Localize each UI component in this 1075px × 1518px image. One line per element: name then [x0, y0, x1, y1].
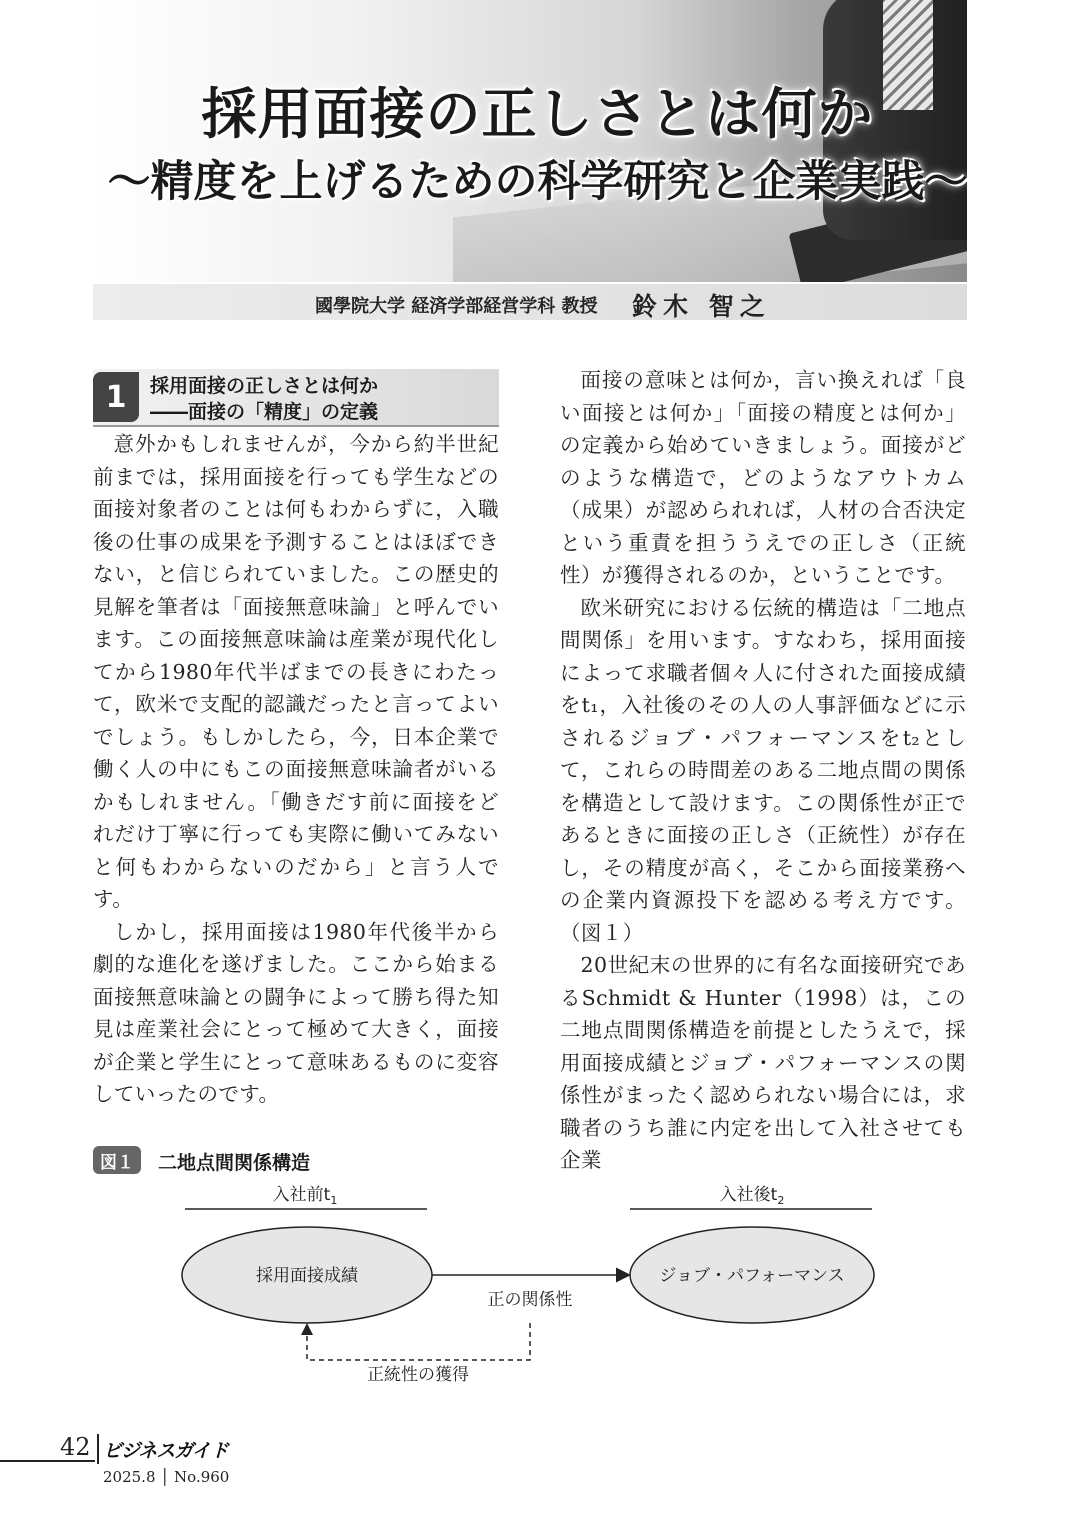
- before-entry-label: 入社前$t_1$: [272, 1185, 338, 1207]
- positive-relation-label: 正の関係性: [487, 1290, 573, 1310]
- figure-title: 二地点間関係構造: [158, 1152, 311, 1174]
- paragraph: 20世紀末の世界的に有名な面接研究であるSchmidt & Hunter（1998）は，この二地点間関係構造を前提としたうえで，採用面接成績とジョブ・パフォーマンスの関係性がまったく認められない場合には，求職者のうち誰に内定を出して入社させても企業: [560, 953, 966, 1172]
- legitimacy-feedback-arrow: [307, 1323, 530, 1360]
- after-entry-label: 入社後$t_2$: [719, 1185, 785, 1207]
- interview-score-label: 採用面接成績: [256, 1266, 358, 1286]
- section-subtitle: ――面接の「精度」の定義: [150, 401, 379, 423]
- job-performance-label: ジョブ・パフォーマンス: [659, 1266, 845, 1286]
- two-point-relation-diagram: [0, 1175, 1075, 1390]
- left-column: [93, 428, 499, 1111]
- legitimacy-label: 正統性の獲得: [367, 1365, 469, 1385]
- magazine-logo: ビジネスガイド: [103, 1440, 228, 1462]
- footer-divider: [97, 1434, 99, 1464]
- section-title: 採用面接の正しさとは何か: [150, 375, 379, 397]
- feedback-arrowhead: [301, 1323, 313, 1335]
- paragraph: 欧米研究における伝統的構造は「二地点間関係」を用います。すなわち，採用面接によって求職者個々人に付された面接成績をt₁，入社後のその人の人事評価などに示されるジョブ・パフォーマンスをt₂として，これらの時間差のある二地点間の関係を構造として設けます。この関係性が正であるときに面接の正しさ（正統性）が存在し，その精度が高く，そこから面接業務への企業内資源投下を認める考え方です。（図１）: [560, 595, 966, 945]
- paragraph: 意外かもしれませんが，今から約半世紀前までは，採用面接を行っても学生などの面接対象者のことは何もわからずに，入職後の仕事の成果を予測することはほぼできない，と信じられていました。この歴史的見解を筆者は「面接無意味論」と呼んでいます。この面接無意味論は産業が現代化してから1980年代半ばまでの長きにわたって，欧米で支配的認識だったと言ってよいでしょう。もしかしたら，今，日本企業で働く人の中にもこの面接無意味論者がいるかもしれません。「働きだす前に面接をどれだけ丁寧に行っても実際に働いてみないと何もわからないのだから」と言う人です。: [93, 432, 499, 911]
- paragraph: しかし，採用面接は1980年代後半から劇的な進化を遂げました。ここから始まる面接無意味論との闘争によって勝ち得た知見は産業社会にとって極めて大きく，面接が企業と学生にとって意味あるものに変容していったのです。: [93, 919, 499, 1106]
- section-number: 1: [93, 372, 139, 422]
- page-number: 42: [60, 1433, 91, 1461]
- article-title: 採用面接の正しさとは何か: [201, 82, 874, 146]
- author-affiliation: 國學院大学 経済学部経営学科 教授: [315, 296, 598, 317]
- right-column: [560, 364, 966, 1177]
- paragraph: 面接の意味とは何か，言い換えれば「良い面接とは何か」「面接の精度とは何か」の定義から始めていきましょう。面接がどのような構造で，どのようなアウトカム（成果）が認められれば，人材の合否決定という重責を担ううえでの正しさ（正統性）が獲得されるのか，ということです。: [560, 368, 966, 587]
- figure-label: 図１: [93, 1146, 141, 1174]
- article-subtitle: ～精度を上げるための科学研究と企業実践～: [107, 157, 968, 207]
- author-name: 鈴木 智之: [632, 292, 771, 321]
- issue-info: 2025.8 │ No.960: [103, 1468, 230, 1486]
